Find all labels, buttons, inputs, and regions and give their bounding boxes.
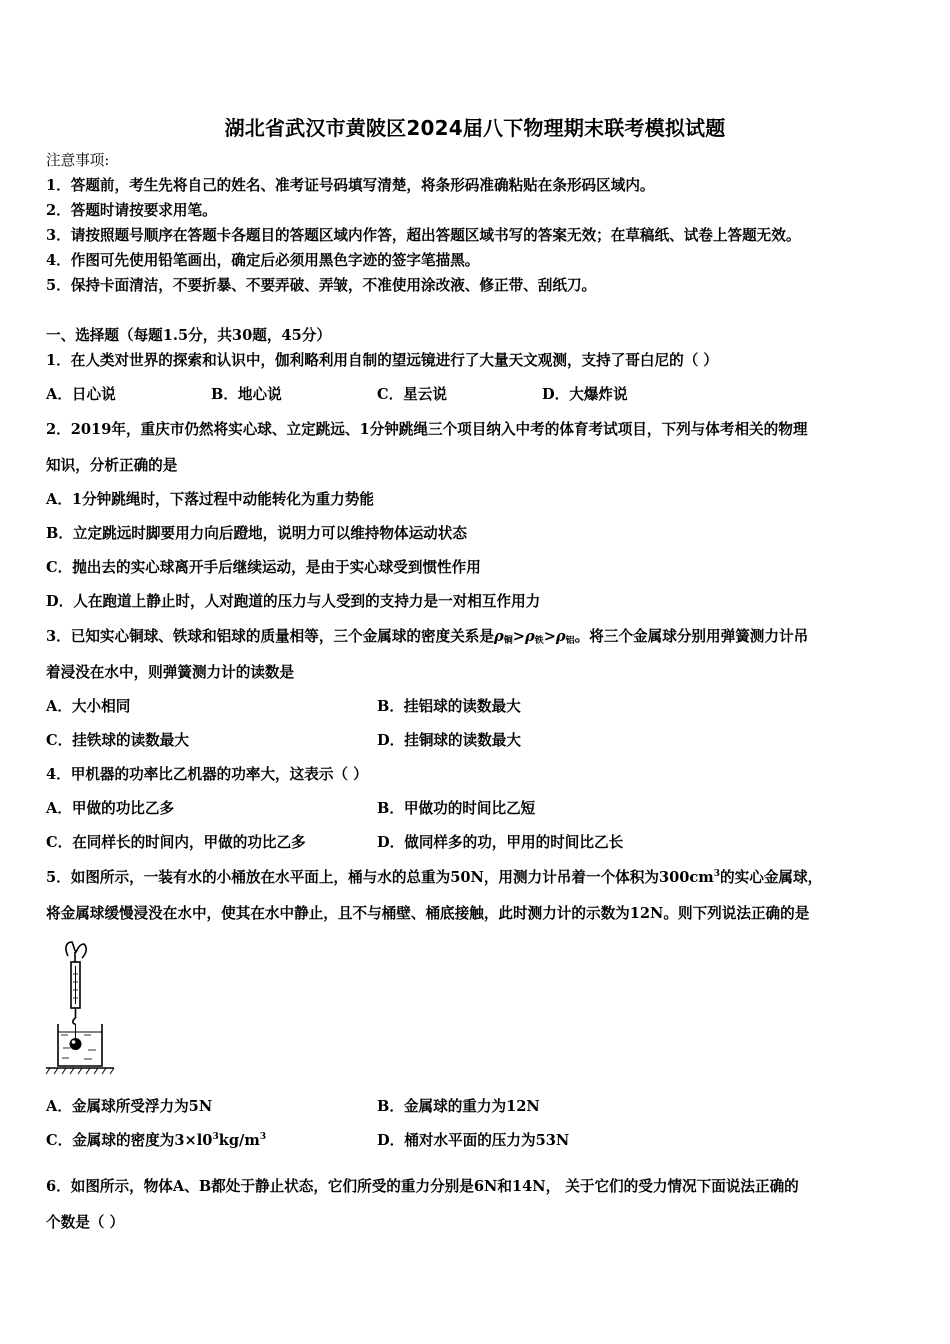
notice-item-4: 4．作图可先使用铅笔画出，确定后必须用黑色字迹的签字笔描黑。 [46,252,480,269]
notice-item-3: 3．请按照题号顺序在答题卡各题目的答题区域内作答，超出答题区域书写的答案无效；在草稿纸、试卷上答题无效。 [46,227,801,244]
q5-option-c [46,1131,266,1151]
question-2-stem-line1: 2．2019年，重庆市仍然将实心球、立定跳远、1分钟跳绳三个项目纳入中考的体育考试项目，下列与体考相关的物理 [46,421,808,438]
sub-iron: 铁 [534,636,544,646]
question-6-stem-line2: 个数是（ ） [46,1214,125,1231]
notice-item-1: 1．答题前，考生先将自己的姓名、准考证号码填写清楚，将条形码准确粘贴在条形码区域内。 [46,177,655,194]
cubic-superscript: 3 [713,869,721,879]
sub-copper: 铜 [503,636,513,646]
q2-option-d: D．人在跑道上静止时，人对跑道的压力与人受到的支持力是一对相互作用力 [46,593,541,610]
q3-stem-part2: 。将三个金属球分别用弹簧测力计吊 [574,628,809,645]
question-3-stem-line1 [46,627,808,647]
q2-option-b: B．立定跳远时脚要用力向后蹬地，说明力可以维持物体运动状态 [46,525,467,542]
q1-option-c: C．星云说 [377,386,447,403]
q4-option-d: D．做同样多的功，甲用的时间比乙长 [377,834,624,851]
question-4-stem: 4．甲机器的功率比乙机器的功率大，这表示（ ） [46,766,368,783]
rho-symbol: ρ [524,628,535,645]
question-3-stem-line2: 着浸没在水中，则弹簧测力计的读数是 [46,664,295,681]
q3-stem-part1: 3．已知实心铜球、铁球和铝球的质量相等，三个金属球的密度关系是 [46,628,494,645]
q3-option-b: B．挂铝球的读数最大 [377,698,521,715]
q4-option-b: B．甲做功的时间比乙短 [377,800,536,817]
notice-heading: 注意事项: [46,152,110,169]
q5-stem-part2: 的实心金属球， [720,869,823,886]
question-5-stem-line1 [46,868,822,888]
page-title: 湖北省武汉市黄陂区2024届八下物理期末联考模拟试题 [224,116,726,140]
sub-aluminum: 铝 [565,636,575,646]
rho-symbol: ρ [493,628,504,645]
q1-option-d: D．大爆炸说 [542,386,628,403]
q3-option-a: A．大小相同 [46,698,131,715]
q3-option-c: C．挂铁球的读数最大 [46,732,189,749]
q2-option-c: C．抛出去的实心球离开手后继续运动，是由于实心球受到惯性作用 [46,559,481,576]
q5-option-a: A．金属球所受浮力为5N [46,1098,213,1115]
notice-item-5: 5．保持卡面清洁，不要折暴、不要弄破、弄皱，不准使用涂改液、修正带、刮纸刀。 [46,277,597,294]
rho-symbol: ρ [555,628,566,645]
question-5-stem-line2: 将金属球缓慢浸没在水中，使其在水中静止，且不与桶壁、桶底接触，此时测力计的示数为12N。则下列说法正确的是 [46,905,810,922]
q2-option-a: A．1分钟跳绳时，下落过程中动能转化为重力势能 [46,491,374,508]
q1-option-b: B．地心说 [211,386,282,403]
q1-option-a: A．日心说 [46,386,116,403]
power-superscript: 3 [212,1132,219,1142]
q4-option-c: C．在同样长的时间内，甲做的功比乙多 [46,834,306,851]
section-heading: 一、选择题（每题1.5分，共30题，45分） [46,327,331,344]
q5-option-d: D．桶对水平面的压力为53N [377,1132,570,1149]
question-2-stem-line2: 知识，分析正确的是 [46,457,178,474]
q3-option-d: D．挂铜球的读数最大 [377,732,522,749]
q4-option-a: A．甲做的功比乙多 [46,800,175,817]
gt-symbol: > [512,628,525,645]
cubic-superscript: 3 [259,1132,267,1142]
q5-option-c-unit: kg/m [218,1132,260,1149]
gt-symbol: > [543,628,556,645]
notice-item-2: 2．答题时请按要求用笔。 [46,202,217,219]
q5-stem-part1: 5．如图所示，一装有水的小桶放在水平面上，桶与水的总重为50N，用测力计吊着一个体积为300cm [46,869,714,886]
question-6-stem-line1: 6．如图所示，物体A、B都处于静止状态，它们所受的重力分别是6N和14N， 关于它们的受力情况下面说法正确的 [46,1178,799,1195]
question-1-stem: 1．在人类对世界的探索和认识中，伽利略利用自制的望远镜进行了大量天文观测，支持了哥白尼的（ ） [46,352,718,369]
q5-option-c-part1: C．金属球的密度为3×l0 [46,1132,213,1149]
q5-option-b: B．金属球的重力为12N [377,1098,540,1115]
spring-scale-bucket-figure [44,938,122,1080]
